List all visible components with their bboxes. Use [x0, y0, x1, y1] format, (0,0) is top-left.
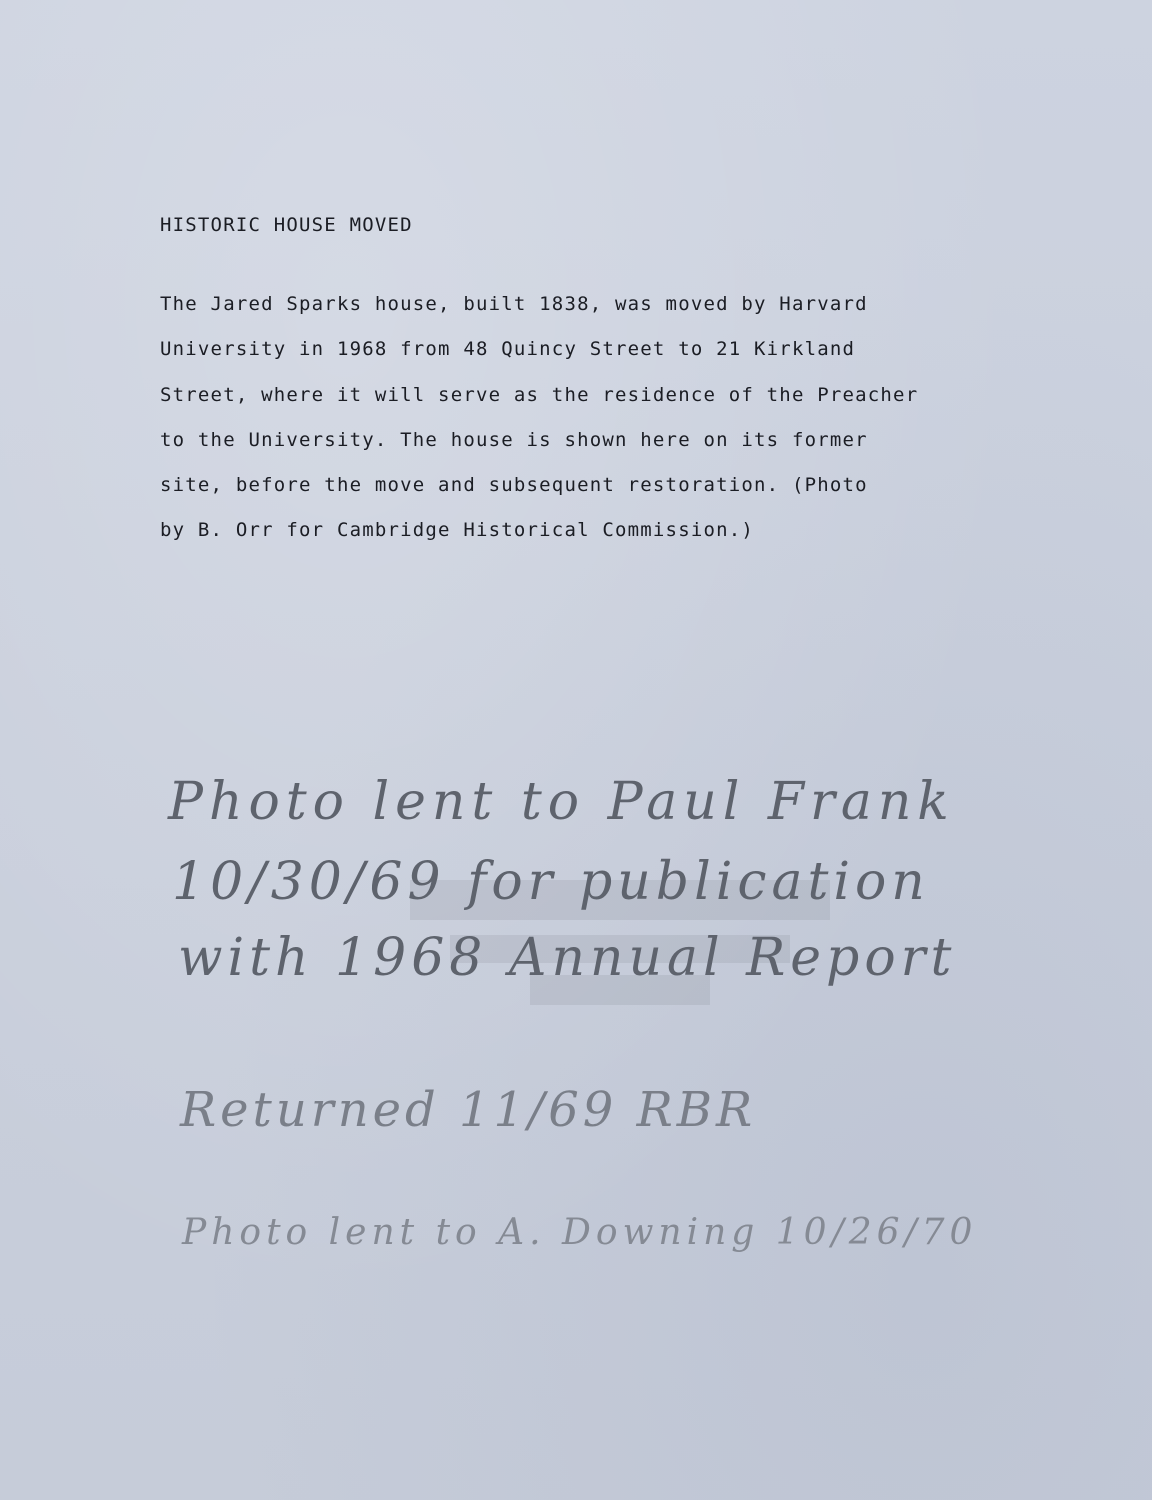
handwritten-note: 10/30/69 for publication	[172, 852, 930, 912]
handwritten-note: Photo lent to A. Downing 10/26/70	[182, 1212, 978, 1253]
body-line: site, before the move and subsequent restoration. (Photo	[160, 474, 868, 497]
handwritten-note: Photo lent to Paul Frank	[168, 772, 955, 832]
document-title: HISTORIC HOUSE MOVED	[160, 214, 413, 236]
document-body	[160, 282, 1040, 554]
body-line: to the University. The house is shown here on its former	[160, 428, 868, 451]
body-line: The Jared Sparks house, built 1838, was moved by Harvard	[160, 293, 868, 315]
handwritten-note: Returned 11/69 RBR	[180, 1082, 757, 1138]
body-line: University in 1968 from 48 Quincy Street to 21 Kirkland	[160, 338, 856, 361]
body-line: by B. Orr for Cambridge Historical Commission.)	[160, 519, 755, 542]
body-line: Street, where it will serve as the residence of the Preacher	[160, 383, 919, 406]
handwritten-note: with 1968 Annual Report	[178, 928, 957, 988]
